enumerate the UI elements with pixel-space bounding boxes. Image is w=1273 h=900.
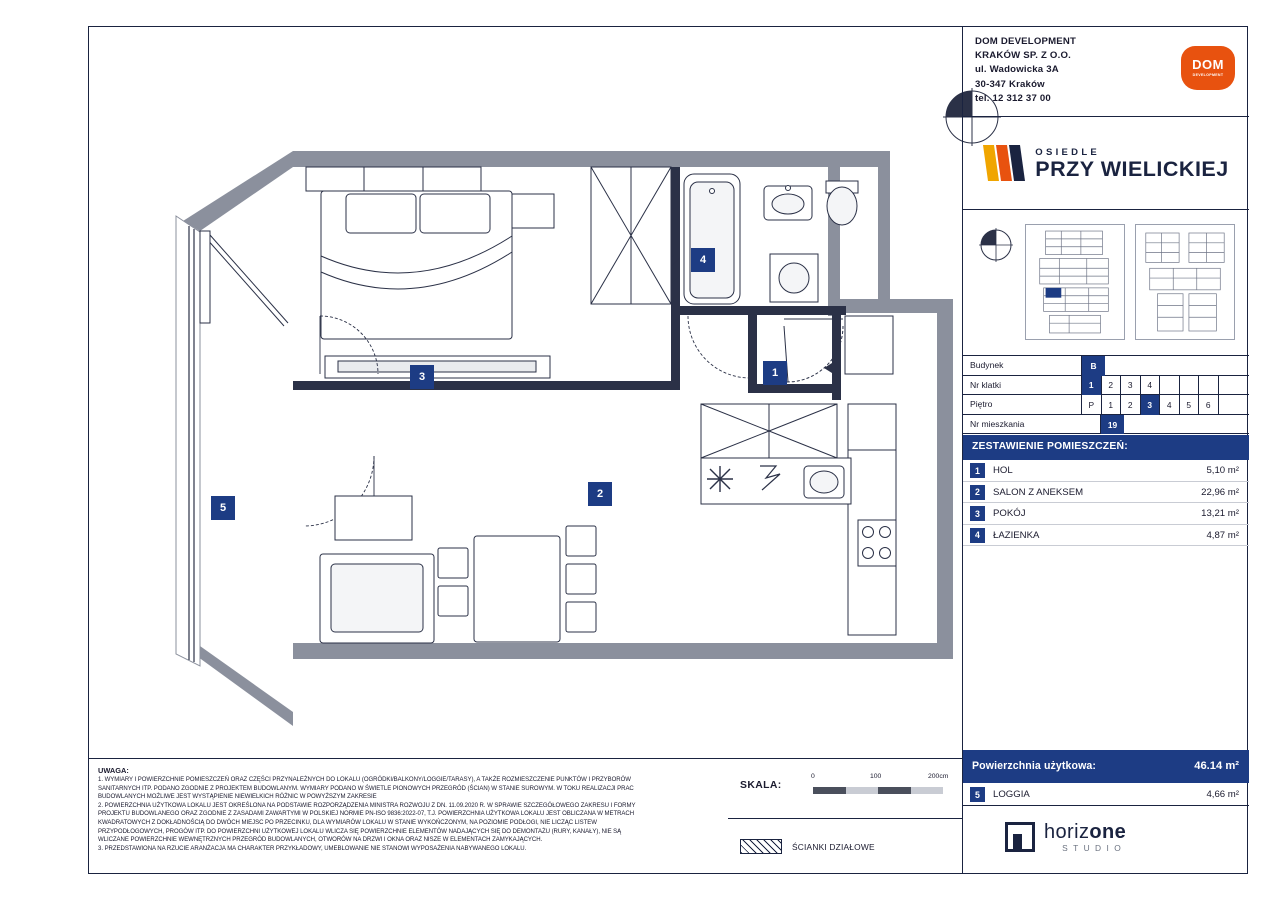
room-tag-4: 4 xyxy=(691,248,715,272)
note-line-5: PROJEKTU BUDOWLANEGO ORAZ ZGODNIE Z ZASADAMI ZAWARTYMI W POLSKIEJ NORMIE PN-ISO 9836:2022-07, T.J. POWIERZCHNIA UŻYTKOWA LOKALU JEST OBLICZANA W METRACH xyxy=(98,811,635,818)
partition-wall-swatch xyxy=(740,839,782,854)
keyplan-building-left xyxy=(1025,224,1125,340)
row-klatka xyxy=(963,376,1249,396)
cells-pietro xyxy=(1081,395,1237,415)
rooms-header-label: ZESTAWIENIE POMIESZCZEŃ: xyxy=(972,441,1128,452)
room-number-5: 5 xyxy=(970,787,985,802)
cell-klatka-2[interactable]: 2 xyxy=(1101,376,1121,396)
room-tag-2: 2 xyxy=(588,482,612,506)
notes-list xyxy=(98,776,720,853)
keyplan-block xyxy=(963,210,1249,356)
dom-logo-bottom: DEVELOPMENT xyxy=(1192,73,1224,77)
room-row-4 xyxy=(963,525,1249,547)
developer-line-1: DOM DEVELOPMENT xyxy=(975,36,1077,47)
dom-development-logo xyxy=(1181,46,1235,90)
room-number-2: 2 xyxy=(970,485,985,500)
cell-klatka-1[interactable]: 1 xyxy=(1081,376,1101,396)
cells-klatka xyxy=(1081,376,1237,396)
usable-area-value: 46.14 m² xyxy=(1194,760,1239,772)
studio-logo-block xyxy=(963,807,1249,874)
room-name-2: SALON Z ANEKSEM xyxy=(993,486,1084,498)
label-pietro: Piętro xyxy=(970,399,993,410)
legend-block xyxy=(728,818,962,874)
keyplan-site-right xyxy=(1135,224,1235,340)
cell-pietro-4[interactable]: 4 xyxy=(1159,395,1179,415)
floor-plan xyxy=(88,26,962,758)
room-tag-3: 3 xyxy=(410,365,434,389)
note-line-4: 2. POWIERZCHNIA UŻYTKOWA LOKALU JEST OKREŚLONA NA PODSTAWIE ROZPORZĄDZENIA MINISTRA ROZWOJU Z DN. 11.09.2020 R. W SPRAWIE SZCZEGÓŁOWEGO ZAKRESU I FORMY xyxy=(98,802,636,809)
cells-budynek xyxy=(1081,356,1105,376)
notes-title: UWAGA: xyxy=(98,766,129,775)
estate-line-2: PRZY WIELICKIEJ xyxy=(1035,156,1229,181)
row-budynek xyxy=(963,356,1249,376)
room-area-1: 5,10 m² xyxy=(1206,465,1239,476)
label-klatka: Nr klatki xyxy=(970,379,1002,390)
cell-klatka-4[interactable]: 4 xyxy=(1140,376,1160,396)
note-line-9: 3. PRZEDSTAWIONA NA RZUCIE ARANŻACJA MA CHARAKTER PRZYKŁADOWY, UMEBLOWANIE NIE STANOWI WYPOSAŻENIA NABYWANEGO LOKALU. xyxy=(98,845,527,852)
room-number-4: 4 xyxy=(970,528,985,543)
room-row-3 xyxy=(963,503,1249,525)
note-line-3: BUDOWLANYCH MOŻLIWE JEST WYSTĄPIENIE NIEWIELKICH RÓŻNIC W POWYŻSZYM ZAKRESIE xyxy=(98,794,377,801)
cell-pietro-6[interactable]: 6 xyxy=(1198,395,1218,415)
note-line-7: PRZYPODŁOGOWYCH, PROGÓW ITP. DO POWIERZCHNI UŻYTKOWEJ LOKALU WLICZA SIĘ POWIERZCHNIE ELEMENTÓW NADAJĄCYCH SIĘ DO DEMONTAŻU (RURY, KANAŁY), NIE SĄ xyxy=(98,828,622,835)
note-line-6: KWADRATOWYCH Z DOKŁADNOŚCIĄ DO DWÓCH MIEJSC PO PRZECINKU, DLA WYMIARÓW LOKALU W STANIE WYKOŃCZONYM, NA POZIOMIE PODŁOGI, NIE LICZĄC LISTEW xyxy=(98,819,597,826)
developer-address xyxy=(975,35,1076,106)
scale-tick-200: 200cm xyxy=(928,773,949,780)
usable-area-label: Powierzchnia użytkowa: xyxy=(972,760,1097,772)
row-pietro xyxy=(963,395,1249,415)
cell-pietro-5[interactable]: 5 xyxy=(1179,395,1199,415)
label-mieszkanie: Nr mieszkania xyxy=(970,418,1025,429)
label-budynek: Budynek xyxy=(970,360,1004,370)
note-line-1: 1. WYMIARY I POWIERZCHNIE POMIESZCZEŃ ORAZ CZĘŚCI PRZYNALEŻNYCH DO LOKALU (OGRÓDKI/BALKONY/LOGGIE/TARASY), A TAKŻE ROZMIESZCZENIE PUNKTÓW I PRZYBORÓW xyxy=(98,777,631,783)
scale-ticks xyxy=(808,773,958,785)
developer-line-2: KRAKÓW SP. Z O.O. xyxy=(975,50,1071,62)
studio-name-part2: one xyxy=(1089,821,1127,843)
cell-pietro-1[interactable]: 1 xyxy=(1101,395,1121,415)
room-number-1: 1 xyxy=(970,463,985,478)
developer-line-4: 30-347 Kraków xyxy=(975,78,1045,90)
developer-line-5: tel. 12 312 37 00 xyxy=(975,92,1051,104)
room-name-4: ŁAZIENKA xyxy=(993,529,1040,541)
scale-label: SKALA: xyxy=(740,780,782,791)
floor-plan-drawing xyxy=(88,26,962,758)
room-number-3: 3 xyxy=(970,506,985,521)
scale-block xyxy=(728,758,962,818)
room-row-2 xyxy=(963,482,1249,504)
row-mieszkanie xyxy=(963,415,1249,435)
dom-logo-top: DOM xyxy=(1192,57,1224,72)
developer-line-3: ul. Wadowicka 3A xyxy=(975,64,1059,76)
cell-mieszkanie-19[interactable]: 19 xyxy=(1100,415,1124,435)
estate-logo-icon xyxy=(983,145,1025,181)
studio-subtitle: STUDIO xyxy=(1062,843,1127,853)
horizone-mark-icon xyxy=(1005,822,1035,852)
scale-tick-100: 100 xyxy=(870,773,882,780)
room-tag-5: 5 xyxy=(211,496,235,520)
scale-bar xyxy=(813,787,943,794)
developer-block xyxy=(963,26,1249,117)
note-line-8: WLICZANE POWIERZCHNIE WEWNĘTRZNYCH PRZEGRÓD BUDOWLANYCH, OTWORÓW NA DRZWI I OKNA ORAZ NISZE W ELEMENTACH ZAMYKAJĄCYCH. xyxy=(98,837,543,844)
rooms-header xyxy=(963,435,1249,460)
info-panel xyxy=(962,26,1248,874)
note-line-2: SANITARNYCH ITP. PODANO ZGODNIE Z PROJEKTEM BUDOWLANYM. WYMIARY PODANO W ŚWIETLE PIONOWYCH PRZEGRÓD (ŚCIAN) W STANIE SUROWYM. W TOKU REALIZACJI PRAC xyxy=(98,785,634,792)
cells-mieszkanie xyxy=(1100,415,1124,435)
room-name-5: LOGGIA xyxy=(993,789,1030,800)
studio-name-part1: horiz xyxy=(1044,821,1090,843)
room-row-1 xyxy=(963,460,1249,482)
notes-block xyxy=(88,758,728,874)
estate-name xyxy=(1035,147,1228,180)
cell-budynek-b[interactable]: B xyxy=(1081,356,1105,376)
building-table xyxy=(963,356,1249,435)
scale-tick-0: 0 xyxy=(811,773,815,780)
room-area-5: 4,66 m² xyxy=(1206,789,1239,800)
cell-pietro-2[interactable]: 2 xyxy=(1120,395,1140,415)
cell-klatka-3[interactable]: 3 xyxy=(1120,376,1140,396)
room-name-1: HOL xyxy=(993,465,1013,476)
room-area-2: 22,96 m² xyxy=(1201,486,1239,498)
mini-compass-icon xyxy=(979,228,1013,262)
room-area-3: 13,21 m² xyxy=(1201,508,1239,519)
room-name-3: POKÓJ xyxy=(993,508,1026,519)
room-tag-1: 1 xyxy=(763,361,787,385)
room-row-5 xyxy=(963,783,1249,806)
cell-pietro-3[interactable]: 3 xyxy=(1140,395,1160,415)
cell-pietro-p[interactable]: P xyxy=(1081,395,1101,415)
legend-label: ŚCIANKI DZIAŁOWE xyxy=(792,842,875,852)
estate-line-1: OSIEDLE xyxy=(1035,146,1101,158)
usable-area-summary xyxy=(963,750,1249,783)
room-area-4: 4,87 m² xyxy=(1206,529,1239,541)
horizone-wordmark xyxy=(1044,821,1126,853)
estate-brand-block xyxy=(963,117,1249,210)
